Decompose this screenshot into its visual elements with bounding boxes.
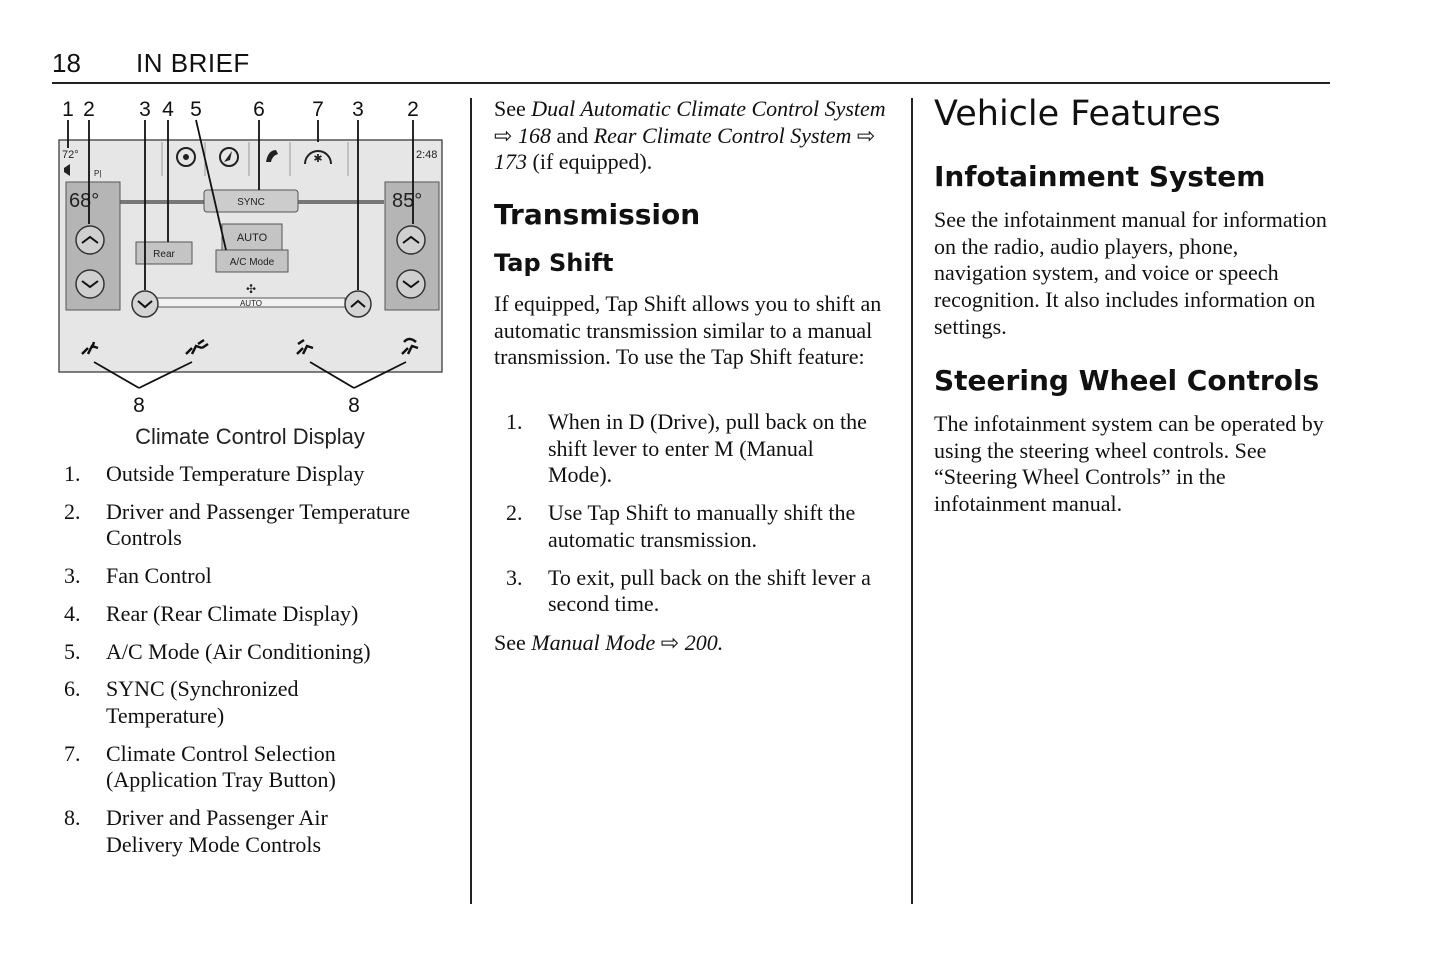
callout-3-right: 3 bbox=[352, 98, 364, 121]
svg-text:✱: ✱ bbox=[313, 153, 323, 165]
list-item: 5. A/C Mode (Air Conditioning) bbox=[64, 638, 371, 664]
page-number: 18 bbox=[52, 48, 81, 78]
ac-mode-label: A/C Mode bbox=[229, 257, 275, 268]
list-item: 3. Fan Control bbox=[64, 563, 212, 589]
passenger-temp-down-button bbox=[397, 270, 425, 298]
driver-temp-up-button bbox=[76, 226, 104, 254]
tap-shift-steps bbox=[494, 409, 884, 618]
list-item: 1. Outside Temperature Display bbox=[64, 461, 365, 486]
figure-caption: Climate Control Display bbox=[135, 424, 365, 449]
callout-2-right: 2 bbox=[407, 98, 419, 121]
column-divider-1 bbox=[470, 98, 472, 904]
callout-2-left: 2 bbox=[83, 98, 95, 121]
passenger-temp-readout: 85° bbox=[392, 190, 423, 212]
auto-label: AUTO bbox=[236, 232, 268, 244]
list-item: 8. Driver and Passenger Air Delivery Mode Controls bbox=[64, 805, 328, 857]
callout-8-left: 8 bbox=[133, 394, 145, 417]
climate-reference-paragraph: See Dual Automatic Climate Control System ⇨ 168 and Rear Climate Control System ⇨ 173 (if equipped). bbox=[494, 96, 886, 175]
fan-up-button bbox=[345, 291, 371, 317]
list-item: 2. Use Tap Shift to manually shift the automatic transmission. bbox=[506, 500, 856, 552]
list-item: 1. When in D (Drive), pull back on the shift lever to enter M (Manual Mode). bbox=[506, 409, 867, 488]
climate-system-link[interactable]: Dual Automatic Climate Control System bbox=[531, 96, 886, 121]
manual-mode-reference: See Manual Mode ⇨ 200. bbox=[494, 630, 724, 655]
header-rule bbox=[52, 82, 1330, 84]
tap-shift-paragraph: If equipped, Tap Shift allows you to shift an automatic transmission similar to a manual transmission. To use the Tap Shift feature: bbox=[494, 291, 882, 370]
infotainment-paragraph: See the infotainment manual for information on the radio, audio players, phone, navigation system, and voice or speech recognition. It also includes information on settings. bbox=[934, 207, 1327, 339]
sync-label: SYNC bbox=[237, 197, 265, 208]
list-item: 3. To exit, pull back on the shift lever a second time. bbox=[506, 564, 871, 617]
tap-shift-heading: Tap Shift bbox=[494, 249, 614, 277]
steering-wheel-paragraph: The infotainment system can be operated by using the steering wheel controls. See “Steering Wheel Controls” in the infotainment manual. bbox=[934, 411, 1324, 517]
infotainment-heading: Infotainment System bbox=[934, 160, 1266, 193]
fan-icon: ✣ bbox=[245, 282, 257, 296]
callout-6: 6 bbox=[253, 98, 265, 121]
callout-3-left: 3 bbox=[139, 98, 151, 121]
rear-climate-link[interactable]: Rear Climate Control System bbox=[593, 122, 852, 148]
callout-8-right: 8 bbox=[348, 394, 360, 417]
section-title: IN BRIEF bbox=[136, 48, 250, 78]
status-glyph: P| bbox=[94, 169, 102, 178]
driver-temp-readout: 68° bbox=[69, 190, 100, 212]
outside-temp-readout: 72° bbox=[62, 149, 79, 161]
list-item: 7. Climate Control Selection (Application Tray Button) bbox=[64, 740, 336, 793]
driver-temp-down-button bbox=[76, 270, 104, 298]
callout-7: 7 bbox=[312, 98, 324, 121]
fan-down-button bbox=[132, 291, 158, 317]
climate-legend-list bbox=[52, 461, 452, 858]
steering-wheel-heading: Steering Wheel Controls bbox=[934, 364, 1320, 397]
list-item: 2. Driver and Passenger Temperature Controls bbox=[64, 498, 411, 551]
clock-readout: 2:48 bbox=[416, 149, 438, 161]
callout-4: 4 bbox=[162, 98, 174, 121]
transmission-heading: Transmission bbox=[494, 198, 701, 231]
manual-mode-link[interactable]: Manual Mode bbox=[531, 630, 656, 655]
callout-5: 5 bbox=[190, 98, 202, 121]
fan-auto-label: AUTO bbox=[239, 299, 263, 308]
column-divider-2 bbox=[911, 98, 913, 904]
list-item: 6. SYNC (Synchronized Temperature) bbox=[64, 676, 299, 728]
callout-1: 1 bbox=[62, 98, 74, 121]
list-item: 4. Rear (Rear Climate Display) bbox=[64, 600, 359, 626]
climate-control-figure bbox=[52, 92, 452, 452]
vehicle-features-heading: Vehicle Features bbox=[934, 94, 1221, 134]
passenger-temp-up-button bbox=[397, 226, 425, 254]
rear-label: Rear bbox=[153, 249, 175, 260]
